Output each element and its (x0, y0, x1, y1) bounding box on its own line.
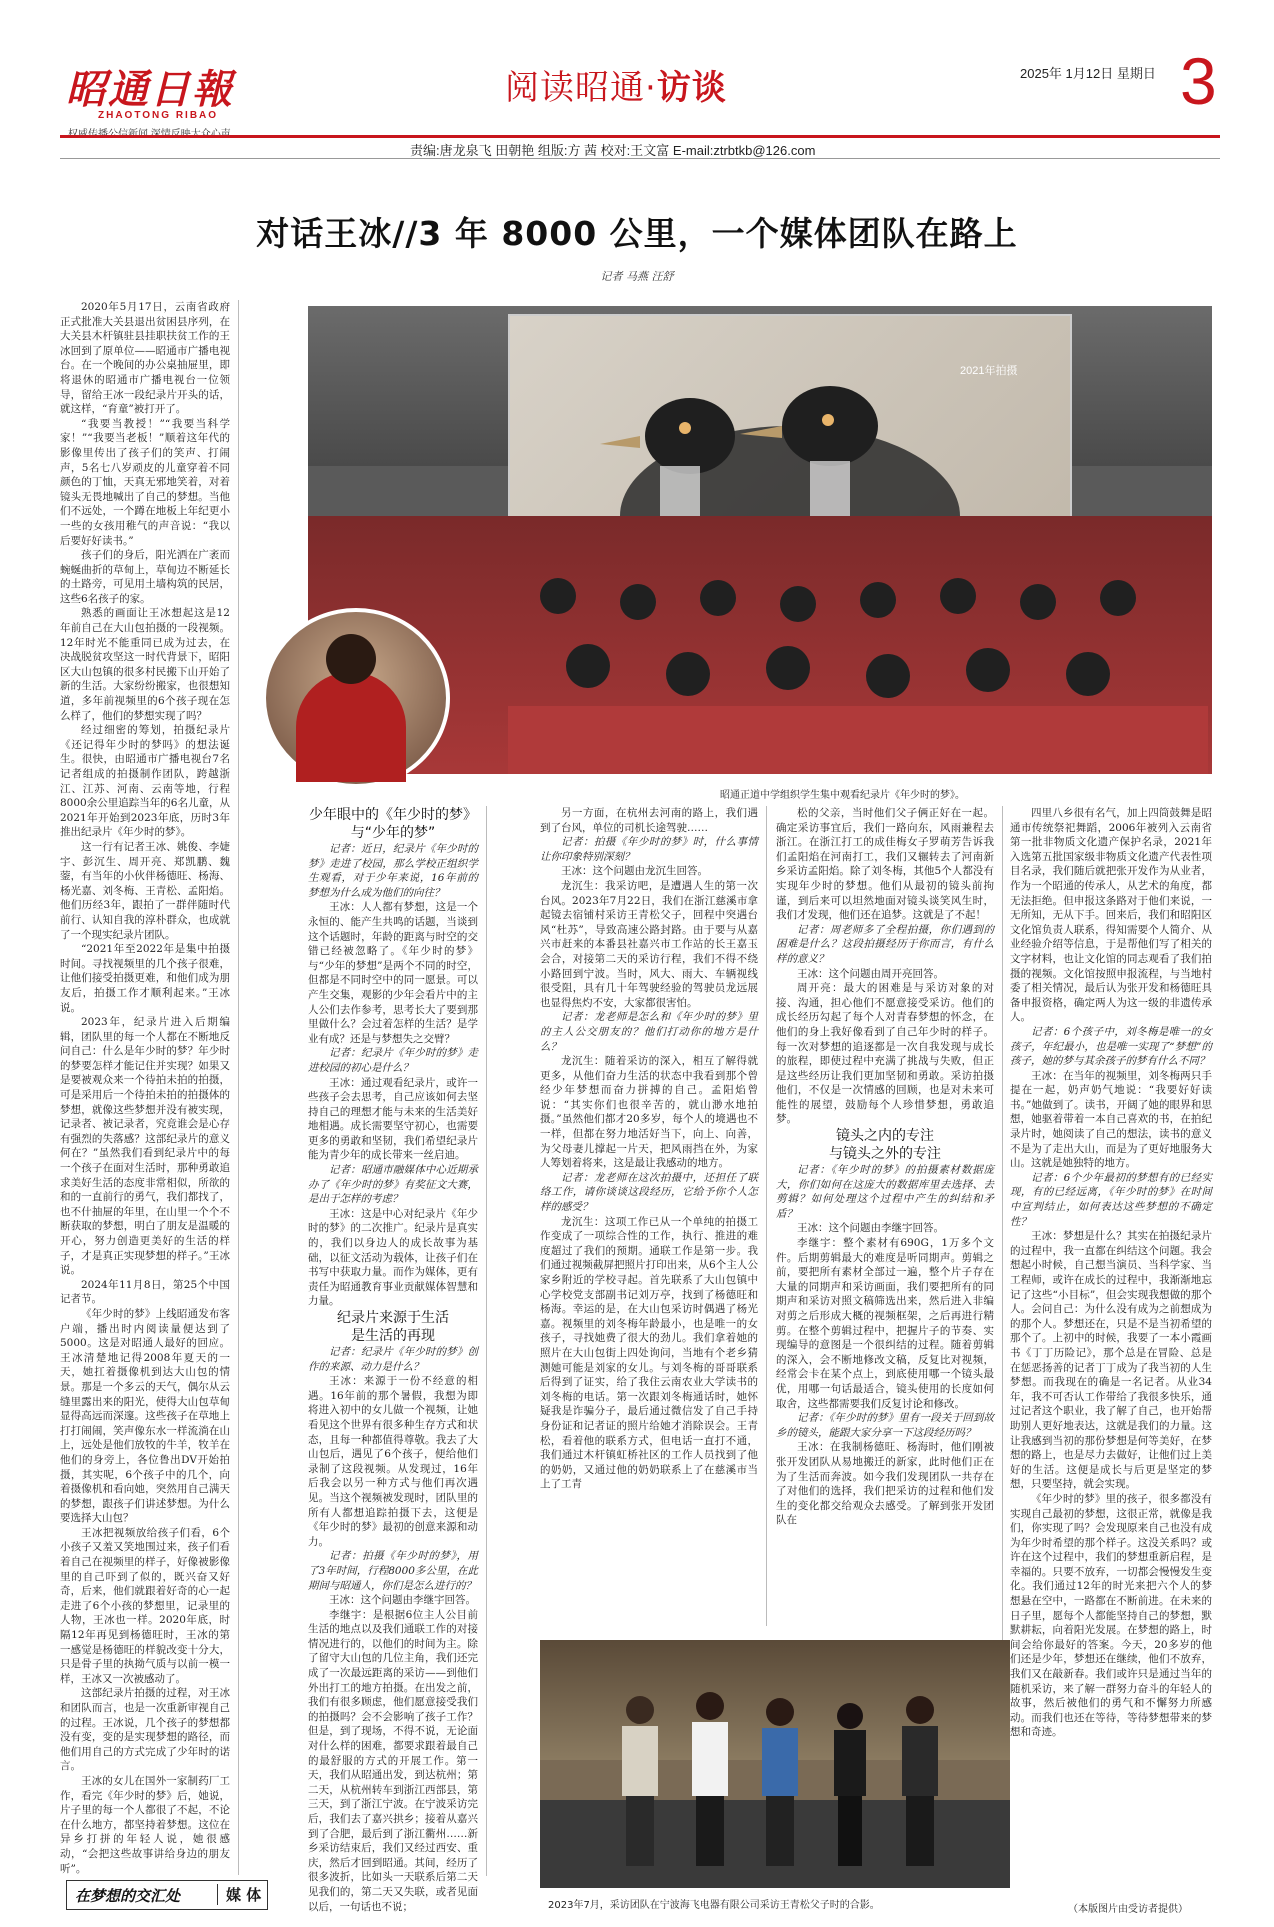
interview-question: 记者：近日，纪录片《年少时的梦》走进了校园，那么学校正组织学生观看，对于少年来说，16年前的梦想为什么成为他们的向往？ (308, 843, 478, 899)
interview-question: 记者：昭通市融媒体中心近期承办了《年少时的梦》有奖征文大赛，是出于怎样的考虑？ (308, 1164, 478, 1206)
section-prefix: 阅读昭通· (505, 68, 657, 108)
article-paragraph: 王冰的女儿在国外一家制药厂工作，看完《年少时的梦》后，她说，片子里的每一个人都很了不起，不论在什么地方，都坚持着梦想。这位在异乡打拼的年轻人说，她很感动，“会把这些故事讲给身边的朋友听”。 (60, 1774, 230, 1875)
article-paragraph: 王冰：梦想是什么？其实在拍摄纪录片的过程中，我一直都在纠结这个问题。我会想起小时候，自己想当演员、当科学家、当工程师，或许在成长的过程中，我渐渐地忘记了这些“小目标”，但会实现我想做的那个人。会问自己：为什么没有成为之前想成为的那个人。梦想还在，只是不是当初希望的那个了。上初中的时候，我要了一本小霞画书《丁丁历险记》，那个总是在冒险、总是在惩恶扬善的记者丁丁成为了我当初的人生梦想。而我现在的确是一名记者。从业34年，我不可否认工作带给了我很多快乐，通过记者这个职业，我了解了自己，也开始帮助别人更好地表达，这就是我们的力量。这让我感到当初的那份梦想是何等美好，在梦想的路上，也是尽力去做好，让他们过上美好的生活。这便是成长与后更是坚定的梦想，只要坚持，就会实现。 (1010, 1230, 1212, 1491)
newspaper-logo: 昭通日報 (66, 66, 234, 113)
interview-question: 记者：纪录片《年少时的梦》创作的来源、动力是什么？ (308, 1346, 478, 1373)
interview-question: 记者：拍摄《年少时的梦》，用了3年时间，行程8000多公里，在此期间与昭通人，你们是怎么进行的？ (308, 1550, 478, 1592)
article-paragraph: 王冰：这个问题由周开亮回答。 (797, 967, 944, 980)
photo-team-group (540, 1640, 1010, 1888)
article-paragraph: 另一方面，在杭州去河南的路上，我们遇到了台风，单位的司机长途驾驶…… (540, 807, 758, 834)
interview-question: 记者：龙老师在这次拍摄中，还担任了联络工作，请你谈谈这段经历，它给予你个人怎样的感受？ (540, 1171, 758, 1214)
interview-question: 记者：《年少时的梦》的拍摄素材数据庞大，你们如何在这庞大的数据库里去选择、去剪辑？如何处理这个过程中产生的纠结和矛盾？ (776, 1164, 994, 1220)
interview-question: 记者：《年少时的梦》里有一段关于回到故乡的镜头，能跟大家分享一下这段经历吗？ (776, 1412, 994, 1439)
article-paragraph: 2024年11月8日，第25个中国记者节。 (60, 1278, 230, 1306)
article-paragraph: 龙沉生：这项工作已从一个单纯的拍摄工作变成了一项综合性的工作，执行、推进的难度超过了我们的预期。通联工作是第一步。我们通过视频截屏把照片打印出来，从6个主人公家乡附近的学校寻起。首先联系了大山包镇中心学校党支部副书记刘万亭，找到了杨德旺和杨海。幸运的是，在大山包采访时偶遇了杨光嘉。视频里的刘冬梅年龄最小，也是唯一的女孩子，寻找她费了很大的劲儿。我们拿着她的照片在大山包街上四处询问，当地有个老乡猜测她可能是刘家的女儿。与刘冬梅的哥哥联系后得到了证实，给了我住云南农业大学读书的刘冬梅的电话。第一次跟刘冬梅通话时，她怀疑我是诈骗分子，最后通过微信发了自己手持身份证和记者证的照片给她才消除误会。王青松，看着他的联系方式，但电话一直打不通，我们通过木杆镇虹桥社区的工作人员找到了他的奶奶，又通过他的奶奶联系上了在慈溪市当上了工青 (540, 1215, 758, 1491)
article-paragraph: 王冰：这个问题由李继宇回答。 (797, 1222, 944, 1235)
article-byline: 记者 马燕 汪舒 (600, 270, 674, 283)
footer-label: 在梦想的交汇处 (75, 1887, 181, 1905)
interview-question: 记者：周老师多了全程拍摄，你们遇到的困难是什么？这段拍摄经历于你而言，有什么样的意义？ (776, 923, 994, 965)
footer-label-box (66, 1880, 268, 1910)
screen-caption: 2021年拍摄 (960, 365, 1018, 377)
article-paragraph: 龙沉生：我采访吧，是遭遇人生的第一次台风。2023年7月22日，我们在浙江慈溪市拿起镜去宿铺村采访王青松父子，回程中突遇台风“杜苏”，导致高速公路封路。由于要与从嘉兴市赶来的本番县社嘉兴市工作站的长王嘉玉会合，对接第二天的采访行程，我们不得不绕小路回到宁波。当时，风大、雨大、车辆视线很受阻，具有几十年驾驶经验的驾驶员龙远展也显得焦灼不安，大家都很害怕。 (540, 879, 758, 1009)
article-paragraph: 王冰把视频放给孩子们看，6个小孩子又羞又笑地围过来，孩子们看着自己在视频里的样子，好像被影像里的自己吓到了似的，既兴奋又好奇，后来，他们就跟着好奇的心一起走进了6个小孩的梦想里，记录里的人物，王冰也一样。2020年底，时隔12年再见到杨德旺时，王冰的第一感觉是杨德旺的样貌改变十分大，只是骨子里的执拗气质与以前一模一样，王冰又一次被感动了。 (60, 1526, 230, 1685)
article-paragraph: 王冰：在当年的视频里，刘冬梅两只手提在一起，奶声奶气地说：“我要好好读书。”她做到了。读书，开阔了她的眼界和思想，她驱着带着一本自己喜欢的书，在拍纪录片时，她阅读了自己的想法，读书的意义不是为了走出大山，而是为了更好地服务大山。这就是她独特的地方。 (1010, 1069, 1212, 1170)
article-column-5 (1010, 806, 1212, 1876)
article-paragraph: 王冰：通过观看纪录片，或许一些孩子会去思考，自己应该如何去坚持自己的理想才能与未来的生活美好地相遇。成长需要坚守初心，也需要更多的勇敢和坚韧，我们希望纪录片能为青少年的成长带来一丝启迪。 (308, 1076, 478, 1162)
article-paragraph: 这部纪录片拍摄的过程，对王冰和团队而言，也是一次重新审视自己的过程。王冰说，几个孩子的梦想都没有变，变的是实现梦想的路径，而他们用自己的方式完成了少年时的诺言。 (60, 1687, 230, 1773)
article-paragraph: 李继宇：整个素材有690G，1万多个文件。后期剪辑最大的难度是听同期声。剪辑之前，要把所有素材全部过一遍，整个片子存在大量的同期声和采访画面，我们要把所有的同期声和采访对照文稿筛选出来，然后进入非编对剪之后形成大概的视频框架，之后再进行精剪。在整个剪辑过程中，把握片子的节奏、实现编导的意图是一个很纠结的过程。随着剪辑的深入，会不断地修改文稿，反复比对视频，经常会卡在某个点上，到底使用哪一个镜头最优，用哪一句话最适合，镜头使用的长度如何取舍，这些都需要我们反复讨论和修改。 (776, 1237, 994, 1410)
inset-photo-student-writing (262, 608, 450, 788)
column-divider (766, 806, 767, 1626)
interview-question: 记者：纪录片《年少时的梦》走进校园的初心是什么？ (308, 1047, 478, 1074)
article-column-4 (776, 806, 994, 1626)
section-subheading: 少年眼中的《年少时的梦》 与“少年的梦” (309, 807, 477, 841)
article-paragraph: 熟悉的画面让王冰想起这是12年前自己在大山包拍摄的一段视频。12年时光不能重同已成为过去，在决战脱贫攻坚这一时代背景下，昭阳区大山包镇的很多村民搬下山开始了新的生活。大家纷纷搬家，也很想知道，多年前视频里的6个孩子现在怎么样了，他们的梦想实现了吗？ (60, 607, 230, 722)
article-paragraph: “我要当教授！”“我要当科学家！”“我要当老板！”顺着这年代的影像里传出了孩子们的笑声、打闹声，5名七八岁顽皮的儿童穿着不同颜色的丁恤，天真无邪地笑着，对着镜头无畏地喊出了自己的梦想。当他们不远处，一个蹲在地板上年纪更小一些的女孩用稚气的声音说：“我以后要好好读书。” (60, 417, 230, 547)
article-paragraph: 四里八乡很有名气，加上四筒鼓舞是昭通市传统祭祀舞蹈，2006年被列入云南省第一批非物质文化遗产保护名录，2021年入选第五批国家级非物质文化遗产代表性项目名录，我们随后就把张开发作为从业者，作为一个昭通的传承人，从艺术的角度，都无法拒绝。但申报这条路对于他们来说，一无所知，无从下手。回来后，我们和昭阳区文化馆负责人联系，得知需要个人简介、从业经验介绍等信息，于是帮他们写了相关的文字材料，也让文化馆的同志观看了我们拍摄的视频。文化馆按照申报流程，与当地村委了相关情况，最后认为张开发和杨德旺具备申报资格，确定两人为这一级的非遗传承人。 (1010, 807, 1212, 1024)
article-paragraph: 王冰：这个问题由龙沉生回答。 (561, 865, 708, 878)
editors-line: 责编:唐龙泉飞 田朝艳 组版:方 茜 校对:王文富 E-mail:ztrbtkb@126.com (410, 143, 816, 158)
article-paragraph: 王冰：人人都有梦想，这是一个永恒的、能产生共鸣的话题，当谈到这个话题时，年龄的距离与时空的交错已经被忽略了。《年少时的梦》与“少年的梦想”是两个不同的时空，但都是不同时空中的同一愿景。可以产生交集，观影的少年会看片中的主人公们去作参考，思考长大了要到那里做什么？会过着怎样的生活？是学业有成？还是与梦想失之交臂？ (308, 901, 478, 1045)
article-paragraph: 王冰：在我制杨德旺、杨海时，他们刚被张开发团队从易地搬迁的新家，此时他们正在为了生活而奔波。如今我们发现团队一共存在了对他们的选择，我们把采访的过程和他们发生的变化都交给观众去感受。了解到张开发团队在 (776, 1441, 994, 1527)
interview-question: 记者：拍摄《年少时的梦》时，什么事情让你印象特别深刻？ (540, 836, 758, 863)
photo1-caption: 昭通正道中学组织学生集中观看纪录片《年少时的梦》。 (720, 790, 965, 801)
photo2-caption: 2023年7月，采访团队在宁波海飞电器有限公司采访王青松父子时的合影。 (548, 1900, 880, 1911)
article-headline: 对话王冰//3 年 8000 公里，一个媒体团队在路上 (256, 214, 1018, 253)
masthead-divider (60, 135, 1220, 138)
interview-question: 记者：龙老师是怎么和《年少时的梦》里的主人公交朋友的？他们打动你的地方是什么？ (540, 1011, 758, 1053)
newspaper-logo-pinyin: ZHAOTONG RIBAO (98, 110, 219, 121)
article-paragraph: 王冰：来源于一份不经意的相遇。16年前的那个暑假，我想为即将进入初中的女儿做一个视频，让她看见这个世界有很多种生存方式和状态，且每一种都值得尊敬。我去了大山包后，遇见了6个孩子，便给他们录制了这段视频。从发现过，16年后我会以另一种方式与他们再次遇见。当这个视频被发现时，团队里的所有人都想追踪拍摄下去，这便是《年少时的梦》最初的创意来源和动力。 (308, 1375, 478, 1548)
section-subheading: 镜头之内的专注 与镜头之外的专注 (829, 1128, 941, 1163)
page-number: 3 (1180, 44, 1217, 118)
article-column-2 (308, 806, 478, 1913)
photo-credit: （本版图片由受访者提供） (1068, 1904, 1188, 1915)
issue-date: 2025年 1月12日 星期日 (1020, 66, 1156, 81)
article-paragraph: 孩子们的身后，阳光洒在广袤而蜿蜒曲折的草甸上，草甸边不断延长的土路旁，可见用土墙构筑的民居，这些6名孩子的家。 (60, 549, 230, 605)
article-paragraph: 周开亮：最大的困难是与采访对象的对接、沟通，担心他们不愿意接受采访。他们的成长经历勾起了每个人对青春梦想的怀念，在他们的身上我好像看到了自己年少时的样子。每一次对梦想的追逐都是一次自我发现与成长的旅程，即使过程中充满了挑战与失败，但正是这些经历让我们更加坚韧和勇敢。采访拍摄他们，不仅是一次情感的回顾，也是对未来可能性的展望，鼓励每个人珍惜梦想，勇敢追梦。 (776, 982, 994, 1126)
article-paragraph: 龙沉生：随着采访的深入，相互了解得就更多，从他们奋力生活的状态中我看到那个曾经少年梦想而奋力拼搏的自己。孟阳焰曾说：“其实你们也很辛苦的，就山渺水地拍摄。”虽然他们都才20多岁，每个人的境遇也不一样，但都在努力地活好当下，向上、向善，为父母妻儿撑起一片天，把风雨挡在外，为家人筹划着将来，这是最让我感动的地方。 (540, 1055, 758, 1170)
article-column-3 (540, 806, 758, 1626)
article-paragraph: 这一行有记者王冰、姚俊、李婕宇、彭沉生、周开亮、郑凯鹏、魏蓥，有当年的小伙伴杨德旺、杨海、杨光嘉、刘冬梅、王青松、孟阳焰。他们历经3年，跟拍了一群伴随时代前行、认知自我的淳朴群众，也成就了一个现实纪录片团队。 (60, 840, 230, 941)
section-subheading: 纪录片来源于生活 是生活的再现 (337, 1310, 449, 1344)
article-paragraph: 王冰：这是中心对纪录片《年少时的梦》的二次推广。纪录片是真实的，我们以身边人的成长故事为基础，以征文活动为载体，让孩子们在书写中获取力量。而作为媒体，更有责任为昭通教育事业贡献媒体智慧和力量。 (308, 1207, 478, 1308)
column-divider (238, 300, 239, 1875)
article-paragraph: “2021年至2022年是集中拍摄时间。寻找视频里的几个孩子很难，让他们接受拍摄更难，和他们成为朋友后，拍摄工作才顺利起来。”王冰说。 (60, 943, 230, 1014)
interview-question: 记者：6个少年最初的梦想有的已经实现，有的已经远离，《年少时的梦》在时间中宣判结止，如何表达这些梦想的不确定性？ (1010, 1171, 1212, 1228)
section-name: 访谈 (656, 68, 727, 108)
article-column-1 (60, 300, 230, 1875)
section-title (505, 60, 727, 109)
footer-tag: 媒 体 (217, 1884, 261, 1905)
article-paragraph: 经过细密的筹划，拍摄纪录片《还记得年少时的梦吗》的想法诞生。很快，由昭通市广播电视台7名记者组成的拍摄制作团队，跨越浙江、江苏、河南、云南等地，行程8000余公里追踪当年的6名儿童，从2021年开始到2023年底，历时3年推出纪录片《年少时的梦》。 (60, 724, 230, 839)
article-paragraph: 松的父亲，当时他们父子俩正好在一起。确定采访事宜后，我们一路向东，风雨兼程去浙江。在浙江打工的成佳梅女子罗萌芳告诉我们孟阳焰在河南打工，我们又辗转去了河南新乡采访孟阳焰。除了刘冬梅，其他5个人都没有实现年少时的梦想。他们从最初的镜头前拘谨，到后来可以坦然地面对镜头谈笑风生时，我们才发现，他们还在追梦。这就是了不起！ (776, 807, 994, 922)
editors-divider (60, 158, 1220, 159)
group-of-five-people (540, 1640, 1010, 1888)
article-paragraph: 2020年5月17日，云南省政府正式批准大关县退出贫困县序列，在大关县木杆镇驻县挂职扶贫工作的王冰回到了原单位——昭通市广播电视台。在一个晚间的办公桌抽屉里，即将退休的昭通市广播电视台一位领导，留给王冰一段纪录片开头的话，就这样，“育童”被打开了。 (60, 301, 230, 416)
article-paragraph: 王冰：这个问题由李继宇回答。 (329, 1594, 476, 1607)
article-paragraph: 2023年，纪录片进入后期编辑，团队里的每一个人都在不断地反问自己：什么是年少时的梦？年少时的梦要怎样才能记住并实现？如果又是要被观众来一个待拍未拍的拍摄，可是采用后一个待拍未拍的拍摄体的梦想，就像这些梦想并没有被实现，记录者、被记录者，究竟谁会是心存有强烈的失落感？这部纪录片的意义何在？”虽然我们看到纪录片中的每一个孩子在面对生活时，那种勇敢追求美好生活的态度非常相似，所欲的和的一直前行的勇气，我们都找了，也不什抽屉的年里，在山里一个个不断获取的梦想，明白了朋友是温暖的开心，努力创造更美好的生活的样子，才是真正实现梦想的样子。”王冰说。 (60, 1016, 230, 1277)
interview-question: 记者：6个孩子中，刘冬梅是唯一的女孩子，年纪最小，也是唯一实现了“梦想”的孩子，她的梦与其余孩子的梦有什么不同？ (1010, 1025, 1212, 1068)
column-divider (486, 806, 487, 1876)
article-paragraph: 《年少时的梦》里的孩子，很多都没有实现自己最初的梦想，这很正常，就像是我们，你实现了吗？会发现原来自己也没有成为年少时希望的那个样子。这没关系吗？或许在这个过程中，我们的梦想重新启程，是幸福的。只要不放弃，一切都会慢慢发生变化。我们通过12年的时光来把六个人的梦想悬在空中，一路都在不断前进。在未来的日子里，愿每个人都能坚持自己的梦想，默默耕耘，向着阳光发展。在梦想的路上，时间会给你最好的答案。今天，20多岁的他们还是少年，梦想还在继续，他们不放弃，我们又在敲新春。我们或许只是通过当年的随机采访，来了解一群努力奋斗的年轻人的故事，然后被他们的勇气和不懈努力所感动。而我们也还在等待，等待梦想带来的梦想和奇迹。 (1010, 1492, 1212, 1739)
article-paragraph: 李继宇：是根据6位主人公目前生活的地点以及我们通联工作的对接情况进行的，以他们的时间为主。除了留守大山包的几位主角，我们还完成了一次最远距离的采访——到他们外出打工的地方拍摄。在出发之前，我们有很多顾虑，他们愿意接受我们的拍摄吗？会不会影响了孩子工作？但是，到了现场，不得不说，无论面对什么样的困难，都要求跟着最自己的最舒服的方式的开展工作。第一天，我们从昭通出发，到达杭州；第二天，从杭州转车到浙江西部县，第三天，到了浙江宁波。在宁波采访完后，我们去了嘉兴拱乡；接着从嘉兴到了合肥，最后到了浙江衢州……新乡采访结束后，我们又经过西安、重庆，然后才回到昭通。其间，经历了很多波折，比如头一天联系后第二天见我们的，第二天又失联，或者见面以后，一句话也不说； (308, 1608, 478, 1913)
article-paragraph: 《年少时的梦》上线昭通发布客户端，播出时内阅读量便达到了5000。这是对昭通人最好的回应。王冰清楚地记得2008年夏天的一天，她扛着摄像机到达大山包的情景。那是一个多云的天气，偶尔从云缝里露出来的阳光，使得大山包草甸显得高远而深邃。这些孩子在草地上打打闹闹，笑声像东水一样流淌在山上，远处是他们放牧的牛羊，牧羊在他们的身旁上，各位鲁出DV开始拍摄，其实呢，6个孩子中的几个，向着摄像机和看向她，突然用自己满天的梦想，跟孩子们讲述梦想。为什么要选择大山包？ (60, 1307, 230, 1525)
